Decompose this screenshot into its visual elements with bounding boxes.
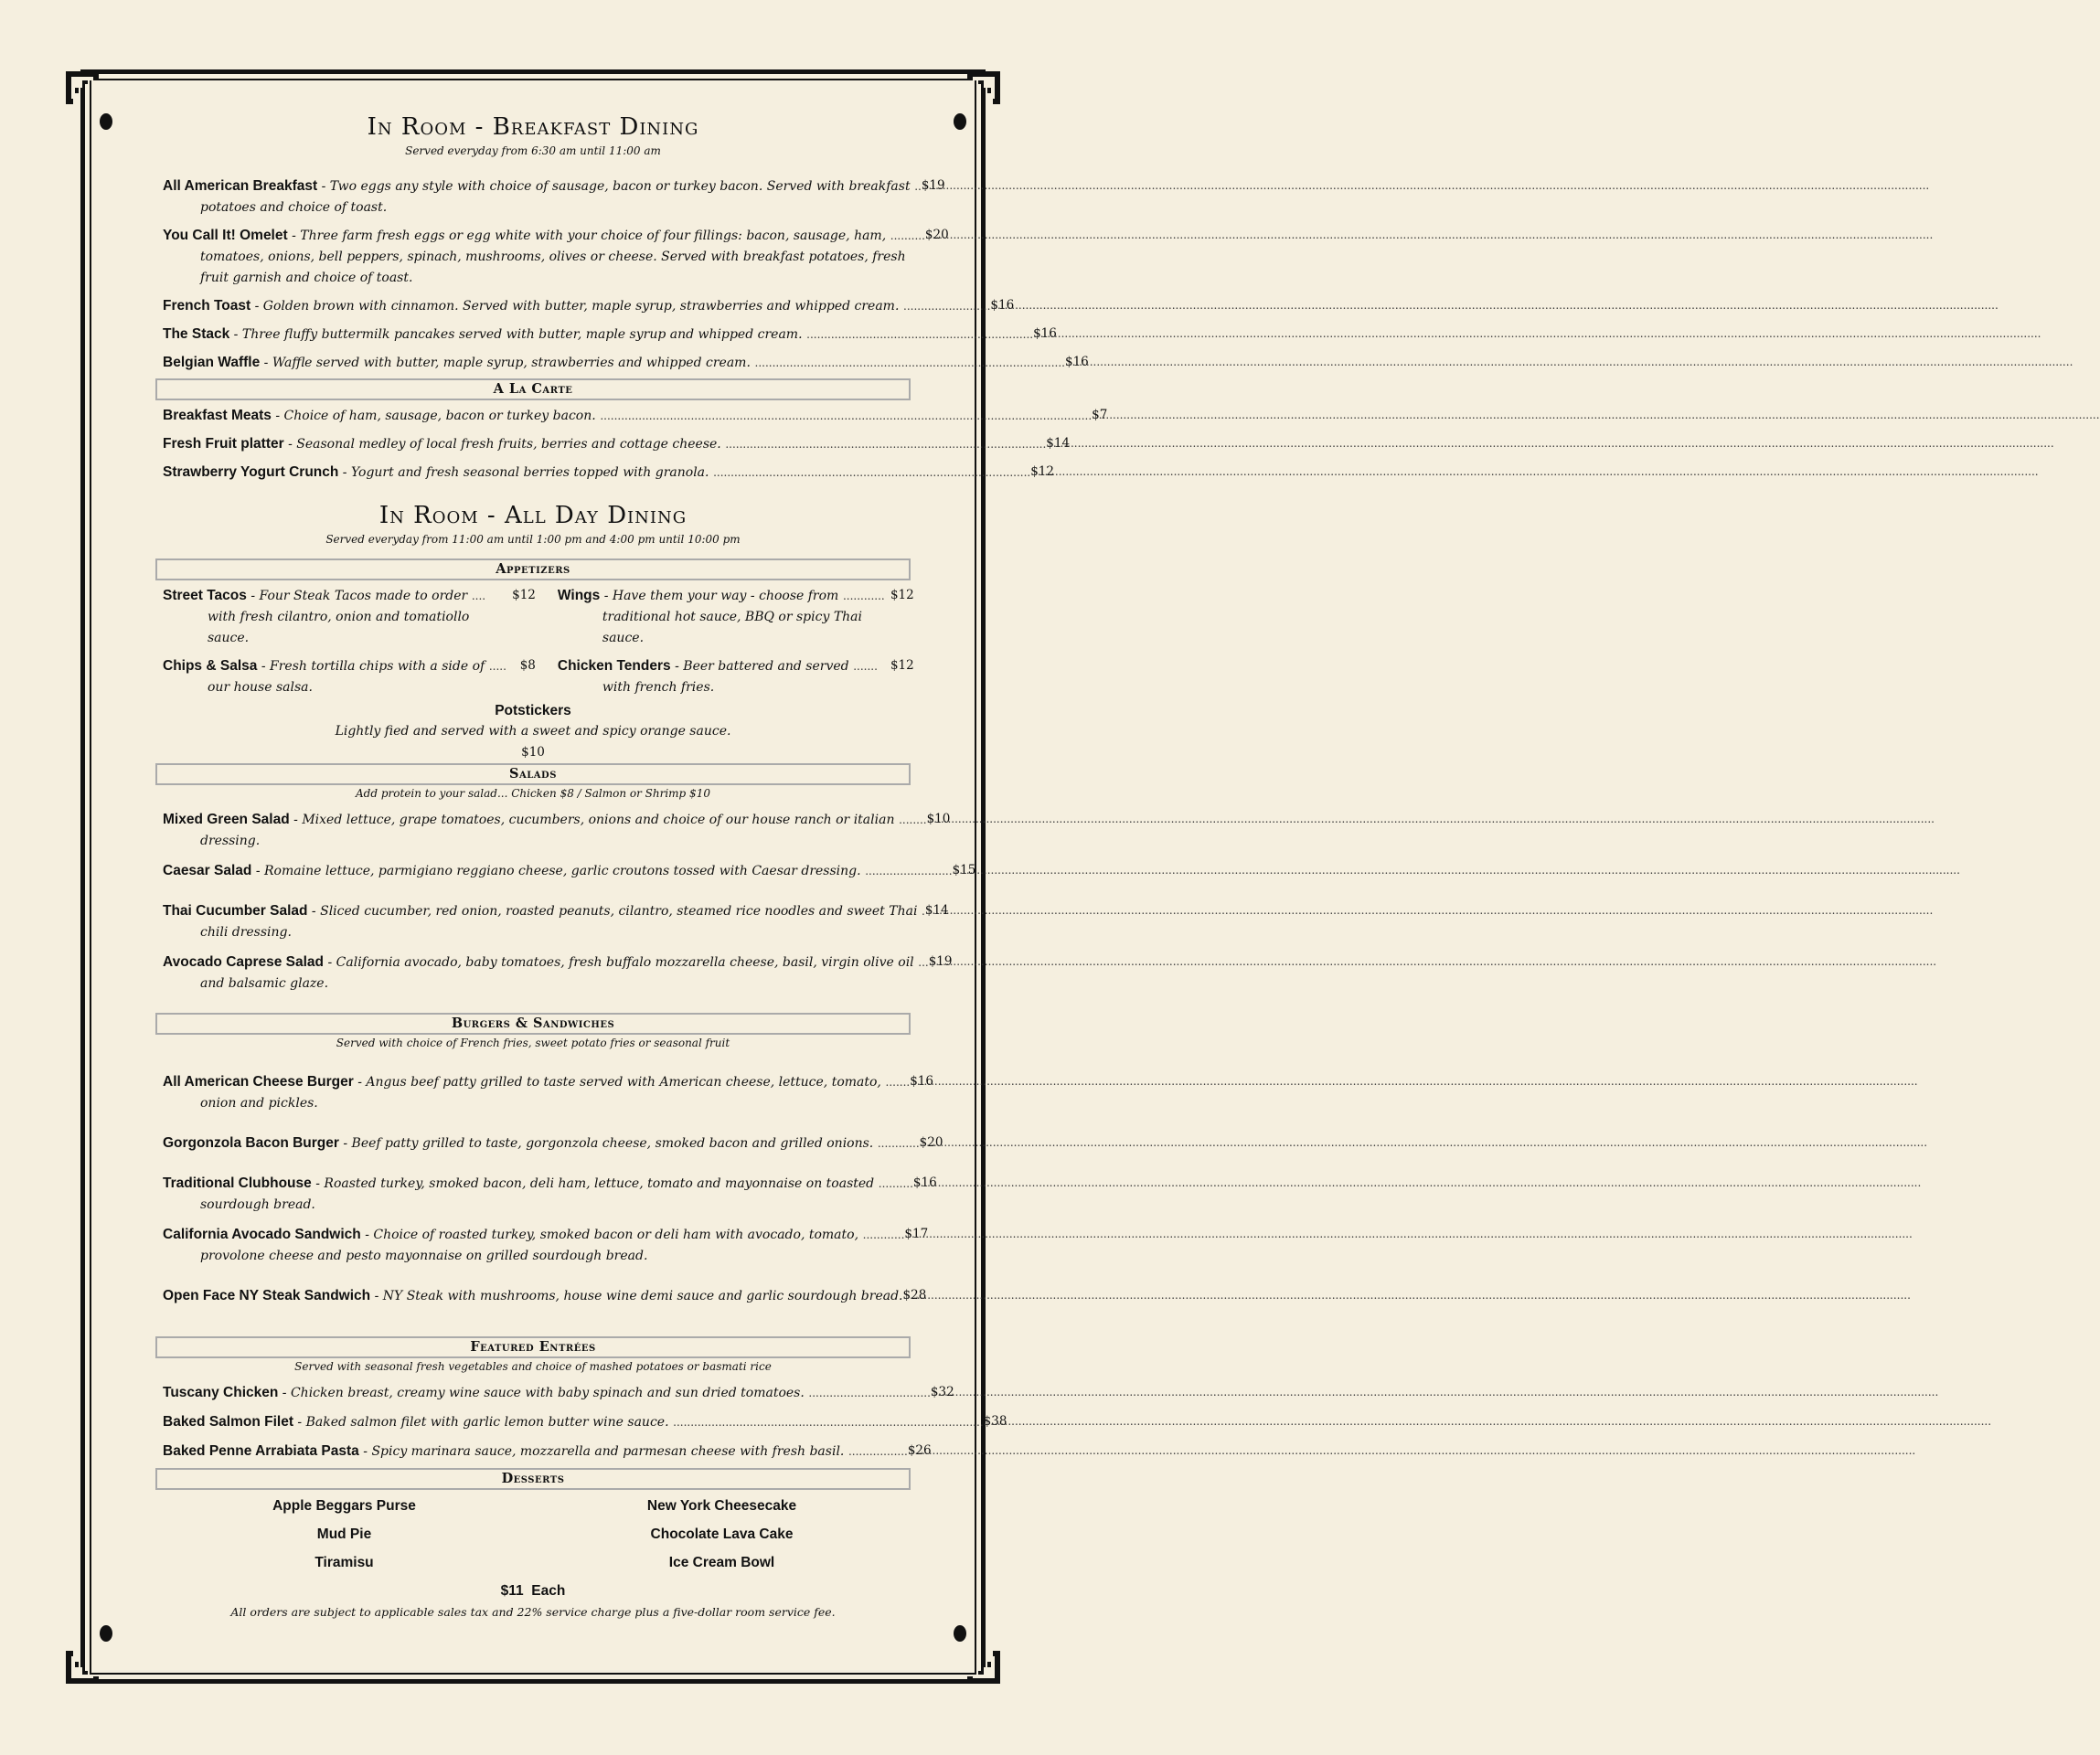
appetizers-grid: [155, 585, 914, 698]
salads-note: Add protein to your salad... Chicken $8 / Salmon or Shrimp $10: [356, 787, 710, 800]
dot-ornament-icon: [100, 113, 112, 130]
menu-item: Gorgonzola Bacon Burger - Beef patty grilled to taste, gorgonzola cheese, smoked bacon and grilled onions. ............ ..... $20: [155, 1133, 911, 1154]
section-salads: Salads: [155, 763, 911, 785]
menu-item: All American Cheese Burger - Angus beef patty grilled to taste served with American cheese, lettuce, tomato, ....... ..... $16 onion and pickles.: [155, 1071, 911, 1114]
menu-item: Strawberry Yogurt Crunch - Yogurt and fresh seasonal berries topped with granola. ........................................................................................... ..... $12: [155, 462, 911, 484]
menu-item: Breakfast Meats - Choice of ham, sausage, bacon or turkey bacon. ............................................................................................................................................. ..... $7: [155, 405, 911, 427]
section-entrees: Featured Entrées: [155, 1336, 911, 1358]
featured-appetizer-desc: Lightly fied and served with a sweet and spicy orange sauce.: [335, 724, 731, 739]
dessert-item: Chocolate Lava Cake: [650, 1526, 794, 1542]
menu-item: Caesar Salad - Romaine lettuce, parmigiano reggiano cheese, garlic croutons tossed with Caesar dressing. ......................... ..... $15: [155, 860, 911, 882]
dessert-item: Ice Cream Bowl: [668, 1555, 775, 1570]
menu-item: Mixed Green Salad - Mixed lettuce, grape tomatoes, cucumbers, onions and choice of our house ranch or italian ........ ..... $10 dressing.: [155, 809, 911, 852]
menu-item: You Call It! Omelet - Three farm fresh eggs or egg white with your choice of four fillings: bacon, sausage, ham, .......... ..... $20 tomatoes, onions, bell peppers, spinach, mushrooms, olives or cheese. Served with breakfast potatoes, fresh fruit garnish and choice of toast.: [155, 225, 911, 289]
menu-item: Thai Cucumber Salad - Sliced cucumber, red onion, roasted peanuts, cilantro, steamed rice noodles and sweet Thai . ..... $14 chili dressing.: [155, 900, 911, 943]
dessert-item: New York Cheesecake: [646, 1498, 797, 1514]
featured-appetizer-name: Potstickers: [495, 703, 571, 718]
corner-ornament-icon: [66, 1629, 121, 1684]
menu-item: Tuscany Chicken - Chicken breast, creamy wine sauce with baby spinach and sun dried tomatoes. ................................... ..... $32: [155, 1382, 911, 1404]
dessert-item: Apple Beggars Purse: [272, 1498, 416, 1514]
footer-note: All orders are subject to applicable sales tax and 22% service charge plus a five-dollar room service fee.: [230, 1605, 836, 1619]
section-a-la-carte: A La Carte: [155, 378, 911, 400]
breakfast-hours: Served everyday from 6:30 am until 11:00 am: [405, 144, 661, 157]
dot-ornament-icon: [954, 113, 966, 130]
dessert-item: Tiramisu: [314, 1555, 374, 1570]
menu-item: Chicken Tenders - Beer battered and served ....... $12 with french fries.: [557, 658, 914, 695]
menu-item: Baked Salmon Filet - Baked salmon filet with garlic lemon butter wine sauce. ......................................................................................... ..... $38: [155, 1411, 911, 1433]
section-appetizers: Appetizers: [155, 558, 911, 580]
menu-item: California Avocado Sandwich - Choice of roasted turkey, smoked bacon or deli ham with avocado, tomato, ............ ..... $17 provolone cheese and pesto mayonnaise on grilled sourdough bread.: [155, 1224, 911, 1267]
menu-item: The Stack - Three fluffy buttermilk pancakes served with butter, maple syrup and whipped cream. ................................................................. ..... $16: [155, 324, 911, 346]
menu-item: Wings - Have them your way - choose from ............ $12 traditional hot sauce, BBQ or spicy Thai sauce.: [557, 588, 914, 645]
desserts-grid: [155, 1495, 911, 1573]
menu-item: Belgian Waffle - Waffle served with butter, maple syrup, strawberries and whipped cream. ......................................................................................... ..... $16: [155, 352, 911, 374]
burgers-note: Served with choice of French fries, sweet potato fries or seasonal fruit: [336, 1037, 730, 1049]
dot-ornament-icon: [954, 1625, 966, 1642]
corner-ornament-icon: [66, 71, 121, 126]
all-day-title: In Room - All Day Dining: [378, 502, 688, 529]
dessert-item: Mud Pie: [316, 1526, 372, 1542]
menu-item: Open Face NY Steak Sandwich - NY Steak with mushrooms, house wine demi sauce and garlic sourdough bread. ..... $28: [155, 1285, 911, 1307]
menu-item: Fresh Fruit platter - Seasonal medley of local fresh fruits, berries and cottage cheese. ............................................................................................ ..... $14: [155, 433, 911, 455]
dot-ornament-icon: [100, 1625, 112, 1642]
dessert-price: $11 Each: [500, 1583, 566, 1599]
featured-appetizer-price: $10: [521, 745, 545, 760]
menu-item: All American Breakfast - Two eggs any style with choice of sausage, bacon or turkey bacon. Served with breakfast .. ..... $19 potatoes and choice of toast.: [155, 176, 911, 218]
menu-item: Street Tacos - Four Steak Tacos made to order .... $12 with fresh cilantro, onion and tomatiollo sauce.: [163, 588, 536, 645]
menu-item: Traditional Clubhouse - Roasted turkey, smoked bacon, deli ham, lettuce, tomato and mayonnaise on toasted .......... ..... $16 sourdough bread.: [155, 1173, 911, 1216]
entrees-note: Served with seasonal fresh vegetables and choice of mashed potatoes or basmati rice: [294, 1360, 772, 1373]
section-desserts: Desserts: [155, 1468, 911, 1490]
section-burgers: Burgers & Sandwiches: [155, 1013, 911, 1035]
menu-content: [155, 112, 1108, 1622]
menu-item: Avocado Caprese Salad - California avocado, baby tomatoes, fresh buffalo mozzarella cheese, basil, virgin olive oil ... ..... $19 and balsamic glaze.: [155, 952, 911, 994]
menu-item: French Toast - Golden brown with cinnamon. Served with butter, maple syrup, strawberries and whipped cream. ......................... ..... $16: [155, 295, 911, 317]
menu-item: Chips & Salsa - Fresh tortilla chips with a side of ..... $8 our house salsa.: [163, 658, 536, 695]
all-day-hours: Served everyday from 11:00 am until 1:00 pm and 4:00 pm until 10:00 pm: [325, 533, 741, 546]
breakfast-title: In Room - Breakfast Dining: [367, 113, 699, 141]
menu-item: Baked Penne Arrabiata Pasta - Spicy marinara sauce, mozzarella and parmesan cheese with fresh basil. ................. ..... $26: [155, 1441, 911, 1462]
